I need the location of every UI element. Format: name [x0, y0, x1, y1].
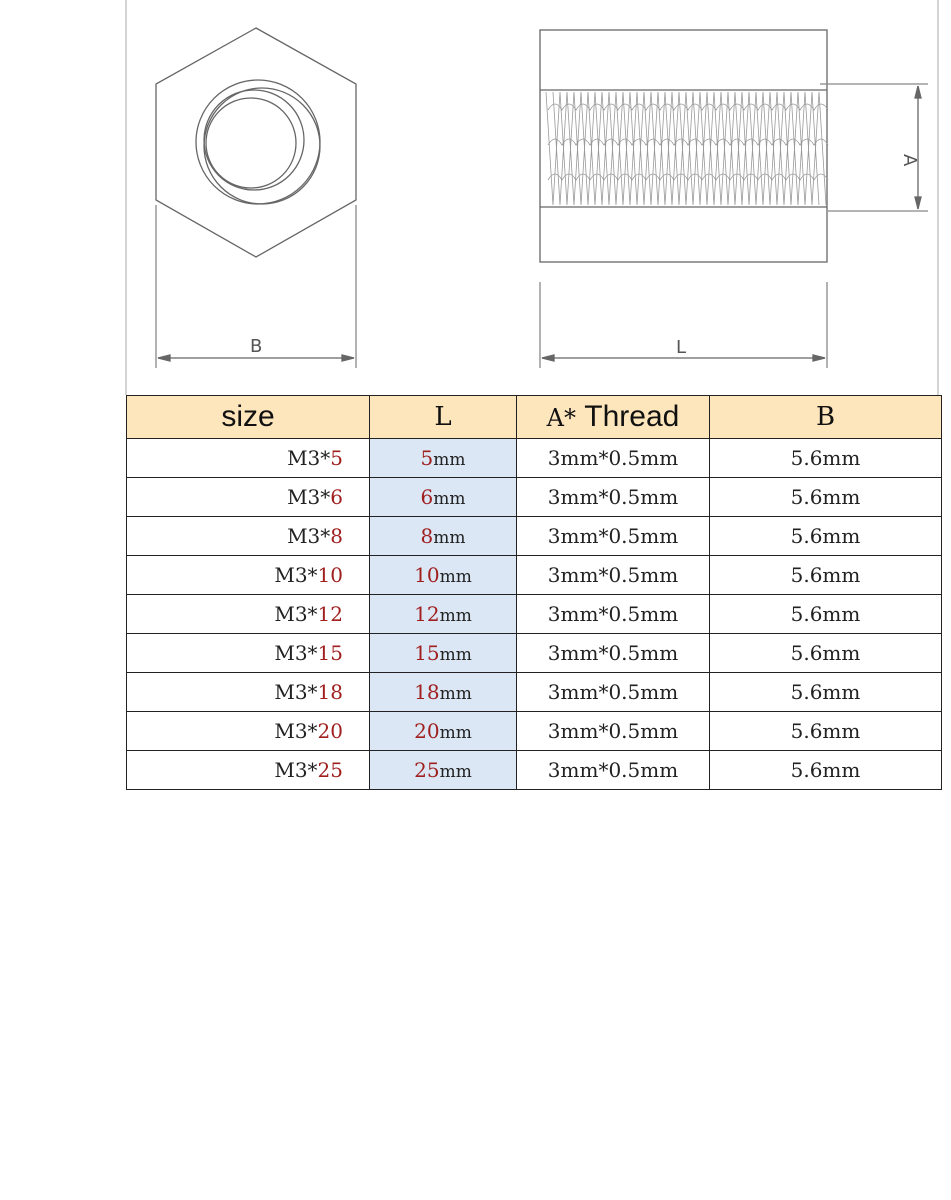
cell-length — [370, 751, 517, 790]
table-row — [127, 751, 942, 790]
cell-size — [127, 439, 370, 478]
length-unit: mm — [433, 528, 466, 548]
cell-b: 5.6mm — [710, 673, 942, 712]
cell-length — [370, 439, 517, 478]
header-thread-word: Thread — [584, 400, 680, 433]
cell-thread: 3mm*0.5mm — [517, 673, 710, 712]
thread-crest — [548, 139, 828, 145]
length-unit: mm — [439, 762, 472, 782]
header-length: L — [370, 396, 517, 439]
length-number: 20 — [414, 719, 440, 743]
size-number: 5 — [330, 446, 343, 470]
size-prefix: M3* — [274, 602, 318, 626]
size-prefix: M3* — [274, 680, 318, 704]
length-number: 10 — [414, 563, 440, 587]
cell-length — [370, 478, 517, 517]
header-thread — [517, 396, 710, 439]
size-number: 15 — [317, 641, 343, 665]
table-row — [127, 634, 942, 673]
dimension-label-l: L — [676, 337, 687, 358]
cell-size — [127, 673, 370, 712]
size-number: 10 — [317, 563, 343, 587]
table-row — [127, 673, 942, 712]
thread-crest — [548, 104, 828, 110]
size-number: 12 — [317, 602, 343, 626]
cell-b: 5.6mm — [710, 439, 942, 478]
cell-length — [370, 517, 517, 556]
header-size: size — [127, 396, 370, 439]
cell-length — [370, 595, 517, 634]
length-unit: mm — [433, 489, 466, 509]
cell-size — [127, 517, 370, 556]
cell-length — [370, 556, 517, 595]
cell-size — [127, 595, 370, 634]
cell-thread: 3mm*0.5mm — [517, 712, 710, 751]
table-row — [127, 517, 942, 556]
size-number: 18 — [317, 680, 343, 704]
size-number: 25 — [317, 758, 343, 782]
cell-b: 5.6mm — [710, 517, 942, 556]
length-unit: mm — [439, 606, 472, 626]
size-number: 20 — [317, 719, 343, 743]
side-view — [540, 30, 928, 368]
length-number: 15 — [414, 641, 440, 665]
hex-front-view — [156, 28, 356, 368]
table-row — [127, 478, 942, 517]
cell-length — [370, 712, 517, 751]
length-number: 5 — [420, 446, 434, 470]
table-row — [127, 712, 942, 751]
length-number: 18 — [414, 680, 440, 704]
header-b: B — [710, 396, 942, 439]
cell-thread: 3mm*0.5mm — [517, 751, 710, 790]
cell-thread: 3mm*0.5mm — [517, 517, 710, 556]
cell-b: 5.6mm — [710, 712, 942, 751]
table-row — [127, 556, 942, 595]
cell-b: 5.6mm — [710, 556, 942, 595]
size-prefix: M3* — [287, 446, 331, 470]
length-unit: mm — [439, 684, 472, 704]
cell-length — [370, 673, 517, 712]
length-unit: mm — [439, 723, 472, 743]
table-header-row — [127, 396, 942, 439]
header-thread-prefix: A* — [546, 404, 576, 432]
length-number: 6 — [420, 485, 434, 509]
size-number: 6 — [330, 485, 343, 509]
cell-thread: 3mm*0.5mm — [517, 634, 710, 673]
size-prefix: M3* — [287, 524, 331, 548]
length-number: 8 — [420, 524, 434, 548]
cell-size — [127, 751, 370, 790]
cell-thread: 3mm*0.5mm — [517, 439, 710, 478]
length-number: 12 — [414, 602, 440, 626]
cell-size — [127, 634, 370, 673]
dimension-label-b: B — [250, 336, 263, 357]
cell-b: 5.6mm — [710, 595, 942, 634]
length-unit: mm — [439, 567, 472, 587]
length-unit: mm — [439, 645, 472, 665]
cell-b: 5.6mm — [710, 478, 942, 517]
length-number: 25 — [414, 758, 440, 782]
dimension-label-a: A — [899, 154, 920, 167]
size-prefix: M3* — [287, 485, 331, 509]
cell-size — [127, 712, 370, 751]
table-row — [127, 439, 942, 478]
cell-size — [127, 478, 370, 517]
spec-table — [126, 395, 942, 790]
size-prefix: M3* — [274, 758, 318, 782]
length-unit: mm — [433, 450, 466, 470]
cell-thread: 3mm*0.5mm — [517, 478, 710, 517]
size-number: 8 — [330, 524, 343, 548]
cell-thread: 3mm*0.5mm — [517, 556, 710, 595]
size-prefix: M3* — [274, 641, 318, 665]
cell-length — [370, 634, 517, 673]
size-prefix: M3* — [274, 563, 318, 587]
cell-size — [127, 556, 370, 595]
size-prefix: M3* — [274, 719, 318, 743]
table-row — [127, 595, 942, 634]
technical-drawing — [0, 0, 951, 395]
cell-b: 5.6mm — [710, 751, 942, 790]
cell-b: 5.6mm — [710, 634, 942, 673]
cell-thread: 3mm*0.5mm — [517, 595, 710, 634]
